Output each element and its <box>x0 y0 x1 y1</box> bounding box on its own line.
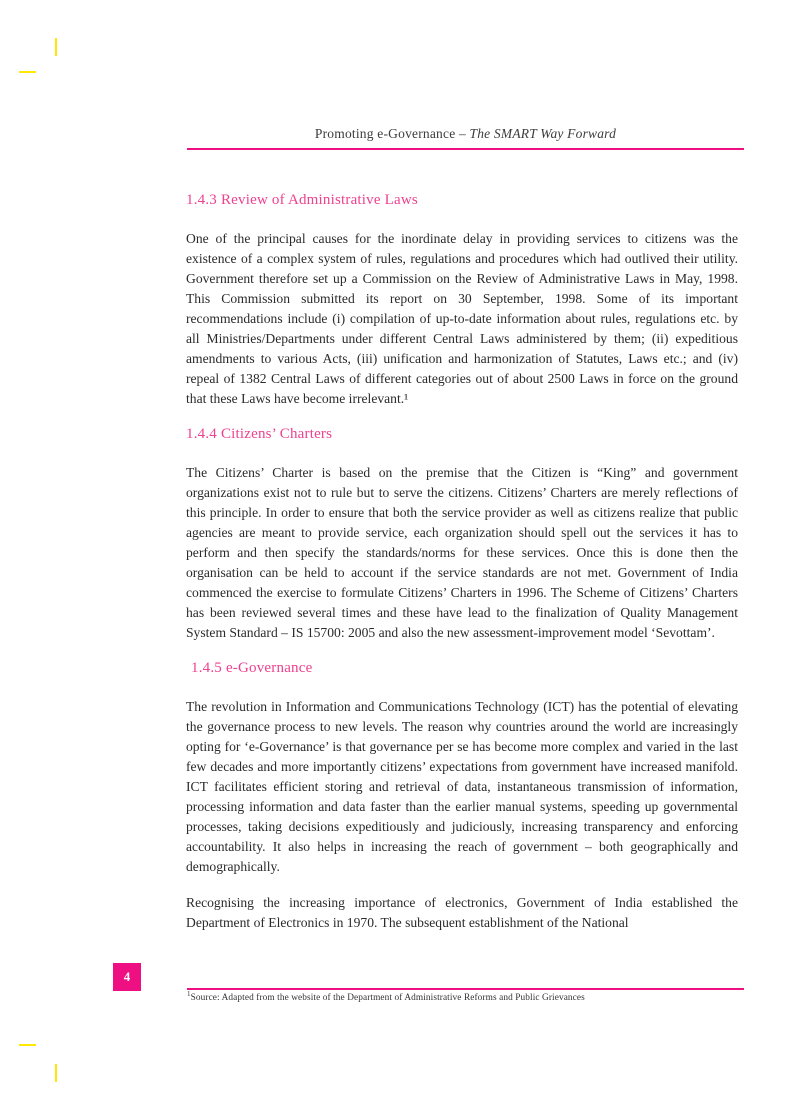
crop-mark-bottom-left-horizontal <box>19 1044 36 1046</box>
section-heading: 1.4.4 Citizens’ Charters <box>186 426 333 442</box>
paragraph: Recognising the increasing importance of electronics, Government of India established the Department of Electronics in 1970. The subsequent establishment of the National <box>186 895 738 930</box>
crop-mark-top-left-horizontal <box>19 71 36 73</box>
crop-mark-top-left-vertical <box>55 38 57 56</box>
header-rule <box>187 148 744 150</box>
running-header <box>187 126 744 142</box>
footnote <box>187 989 744 1003</box>
section-review-of-administrative-laws <box>186 192 738 409</box>
section-citizens-charters <box>186 426 738 643</box>
paragraph: The revolution in Information and Communications Technology (ICT) has the potential of elevating the governance process to new levels. The reason why countries around the world are increasingly opting for ‘e-Governance’ is that governance per se has become more complex and varied in the last few decades and more importantly citizens’ expectations from government have increased manifold. ICT facilitates efficient storing and retrieval of data, instantaneous transmission of information, processing information and data faster than the earlier manual systems, speeding up governmental processes, taking decisions expeditiously and judiciously, increasing transparency and enforcing accountability. It also helps in increasing the reach of government – both geographically and demographically. <box>186 699 738 874</box>
section-heading: 1.4.5 e-Governance <box>191 660 313 676</box>
page-number-badge: 4 <box>113 963 141 991</box>
running-header-title-italic: The SMART Way Forward <box>469 126 617 141</box>
section-e-governance <box>186 660 738 933</box>
running-header-title: Promoting e-Governance – <box>314 126 470 141</box>
footnote-marker: 1 <box>187 989 191 998</box>
page-content <box>186 192 738 933</box>
paragraph: The Citizens’ Charter is based on the premise that the Citizen is “King” and government organizations exist not to rule but to serve the citizens. Citizens’ Charters are merely reflections of this principle. In order to ensure that both the service provider as well as citizens realize that public agencies are meant to provide service, each organization should spell out the services it has to perform and then specify the standards/norms for these services. Once this is done then the organisation can be held to account if the service standards are not met. Government of India commenced the exercise to formulate Citizens’ Charters in 1996. The Scheme of Citizens’ Charters has been reviewed several times and these have lead to the finalization of Quality Management System Standard – IS 15700: 2005 and also the new assessment-improvement model ‘Sevottam’. <box>186 465 738 640</box>
section-heading: 1.4.3 Review of Administrative Laws <box>186 192 418 208</box>
footnote-text: Source: Adapted from the website of the Department of Administrative Reforms and Public Grievances <box>190 993 585 1003</box>
crop-mark-bottom-left-vertical <box>55 1064 57 1082</box>
footnote-rule <box>187 988 744 990</box>
paragraph: One of the principal causes for the inordinate delay in providing services to citizens was the existence of a complex system of rules, regulations and procedures which had outlived their utility. Government therefore set up a Commission on the Review of Administrative Laws in May, 1998. This Commission submitted its report on 30 September, 1998. Some of its important recommendations include (i) compilation of up-to-date information about rules, regulations etc. by all Ministries/Departments under different Central Laws administered by them; (ii) expeditious amendments to various Acts, (iii) unification and harmonization of Statutes, Laws etc.; and (iv) repeal of 1382 Central Laws of different categories out of about 2500 Laws in force on the ground that these Laws have become irrelevant.¹ <box>186 231 738 406</box>
